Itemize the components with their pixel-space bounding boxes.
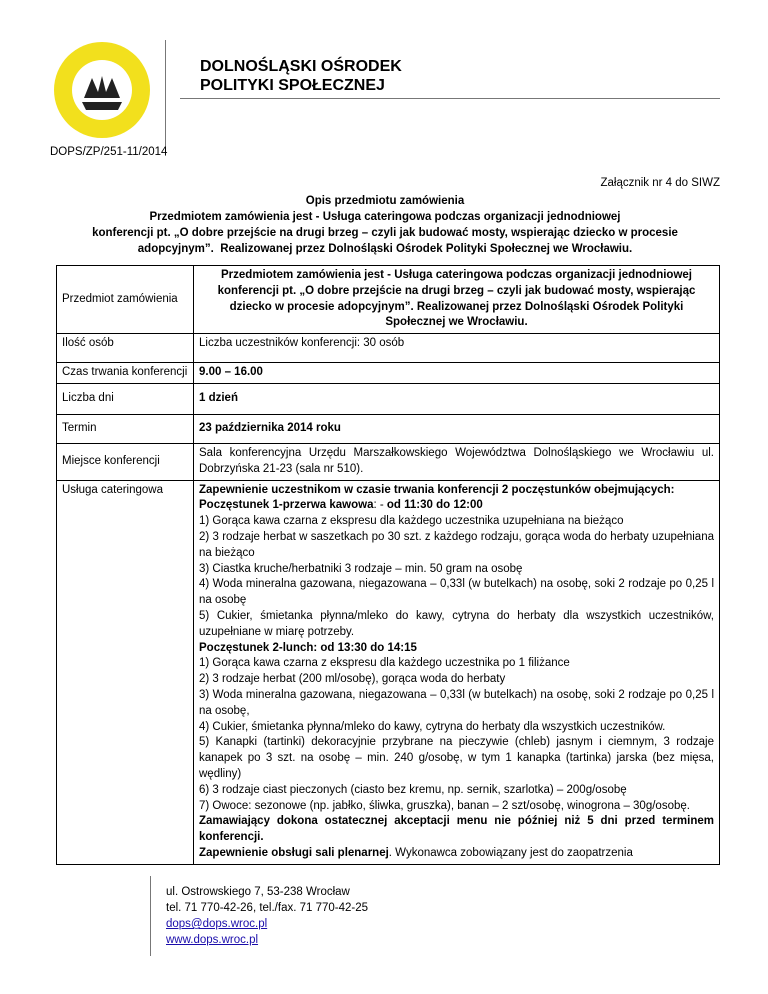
reference-number: DOPS/ZP/251-11/2014 xyxy=(50,146,168,158)
row-label: Termin xyxy=(57,414,194,443)
header-divider-horizontal xyxy=(180,98,720,99)
days-value: 1 dzień xyxy=(194,383,720,414)
list-item: 7) Owoce: sezonowe (np. jabłko, śliwka, gruszka), banan – 2 szt/osobę, winogrona – 30g/osobę. xyxy=(199,799,690,812)
list-item: 4) Woda mineralna gazowana, niegazowana – 0,33l (w butelkach) na osobę, soki 2 rodzaje po 0,25 l na osobę xyxy=(199,578,714,607)
people-value: Liczba uczestników konferencji: 30 osób xyxy=(194,334,720,363)
table-row xyxy=(57,383,720,414)
row-label: Czas trwania konferencji xyxy=(57,363,194,384)
attachment-label: Załącznik nr 4 do SIWZ xyxy=(600,177,720,189)
date-value: 23 października 2014 roku xyxy=(194,414,720,443)
intro-line: adopcyjnym”. Realizowanej przez Dolnośląski Ośrodek Polityki Społecznej we Wrocławiu. xyxy=(137,243,633,255)
footer-email-link[interactable]: dops@dops.wroc.pl xyxy=(166,918,268,930)
list-item: 2) 3 rodzaje herbat (200 ml/osobę), gorąca woda do herbaty xyxy=(199,673,506,686)
footer xyxy=(166,884,368,948)
table-row xyxy=(57,363,720,384)
list-item: 3) Woda mineralna gazowana, niegazowana – 0,33l (w butelkach) na osobę, soki 2 rodzaje po 0,25 l na osobę, xyxy=(199,688,714,717)
catering-details xyxy=(194,480,720,864)
header-divider-vertical xyxy=(165,40,166,156)
organization-name: DOLNOŚLĄSKI OŚRODEK POLITYKI SPOŁECZNEJ xyxy=(200,58,402,94)
table-row xyxy=(57,414,720,443)
table-row xyxy=(57,443,720,480)
catering-intro: Zapewnienie uczestnikom w czasie trwania konferencji 2 poczęstunków obejmujących: xyxy=(199,483,675,496)
row-label: Liczba dni xyxy=(57,383,194,414)
intro-line: Opis przedmiotu zamówienia xyxy=(305,195,465,207)
list-item: 5) Cukier, śmietanka płynna/mleko do kawy, cytryna do herbaty dla wszystkich uczestników, uzupełniane w miarę potrzeby. xyxy=(199,609,714,638)
footer-phone: tel. 71 770-42-26, tel./fax. 71 770-42-25 xyxy=(166,902,369,914)
list-item: 3) Ciastka kruche/herbatniki 3 rodzaje – min. 50 gram na osobę xyxy=(199,562,523,575)
list-item: 2) 3 rodzaje herbat w saszetkach po 30 szt. z każdego rodzaju, gorąca woda do herbaty uzupełniana na bieżąco xyxy=(199,530,714,559)
table-row xyxy=(57,266,720,334)
document-intro xyxy=(50,193,720,257)
list-item: 1) Gorąca kawa czarna z ekspresu dla każdego uczestnika uzupełniana na bieżąco xyxy=(199,515,624,528)
row-label: Przedmiot zamówienia xyxy=(57,266,194,334)
dops-logo xyxy=(52,40,152,140)
break1-heading: Poczęstunek 1-przerwa kawowa: - od 11:30 do 12:00 xyxy=(199,499,483,512)
list-item: 5) Kanapki (tartinki) dekoracyjnie przybrane na pieczywie (chleb) jasnym i ciemnym, 3 rodzaje kanapek po 3 szt. na osobę – min. 240 g/osobę, w tym 1 kanapka (tartinka) jarska (bez mięsa, wędliny) xyxy=(199,736,714,780)
footer-web-link[interactable]: www.dops.wroc.pl xyxy=(166,934,259,946)
table-row xyxy=(57,334,720,363)
row-label: Ilość osób xyxy=(57,334,194,363)
break2-heading: Poczęstunek 2-lunch: od 13:30 do 14:15 xyxy=(199,641,417,654)
list-item: 6) 3 rodzaje ciast pieczonych (ciasto bez kremu, np. sernik, szarlotka) – 200g/osobę xyxy=(199,783,627,796)
list-item: 4) Cukier, śmietanka płynna/mleko do kawy, cytryna do herbaty dla wszystkich uczestników. xyxy=(199,720,666,733)
specification-table xyxy=(56,265,720,865)
list-item: 1) Gorąca kawa czarna z ekspresu dla każdego uczestnika po 1 filiżance xyxy=(199,657,570,670)
place-value: Sala konferencyjna Urzędu Marszałkowskiego Województwa Dolnośląskiego we Wrocławiu ul. Dobrzyńska 21-23 (sala nr 510). xyxy=(194,443,720,480)
service-note: Zapewnienie obsługi sali plenarnej. Wykonawca zobowiązany jest do zaopatrzenia xyxy=(199,846,633,859)
footer-divider xyxy=(150,876,151,956)
intro-line: Przedmiotem zamówienia jest - Usługa cateringowa podczas organizacji jednodniowej xyxy=(149,211,621,223)
intro-line: konferencji pt. „O dobre przejście na drugi brzeg – czyli jak budować mosty, wspierając dziecko w procesie xyxy=(92,227,678,239)
footer-address: ul. Ostrowskiego 7, 53-238 Wrocław xyxy=(166,886,350,898)
approval-note: Zamawiający dokona ostatecznej akceptacji menu nie później niż 5 dni przed terminem konferencji. xyxy=(199,815,714,844)
subject-value: Przedmiotem zamówienia jest - Usługa cateringowa podczas organizacji jednodniowej konferencji pt. „O dobre przejście na drugi brzeg – czyli jak budować mosty, wspierając dziecko w procesie adopcyjnym”. Realizowanej przez Dolnośląski Ośrodek Polityki Społecznej we Wrocławiu. xyxy=(194,266,720,334)
row-label: Miejsce konferencji xyxy=(57,443,194,480)
table-row xyxy=(57,480,720,864)
row-label: Usługa cateringowa xyxy=(57,480,194,864)
time-value: 9.00 – 16.00 xyxy=(194,363,720,384)
